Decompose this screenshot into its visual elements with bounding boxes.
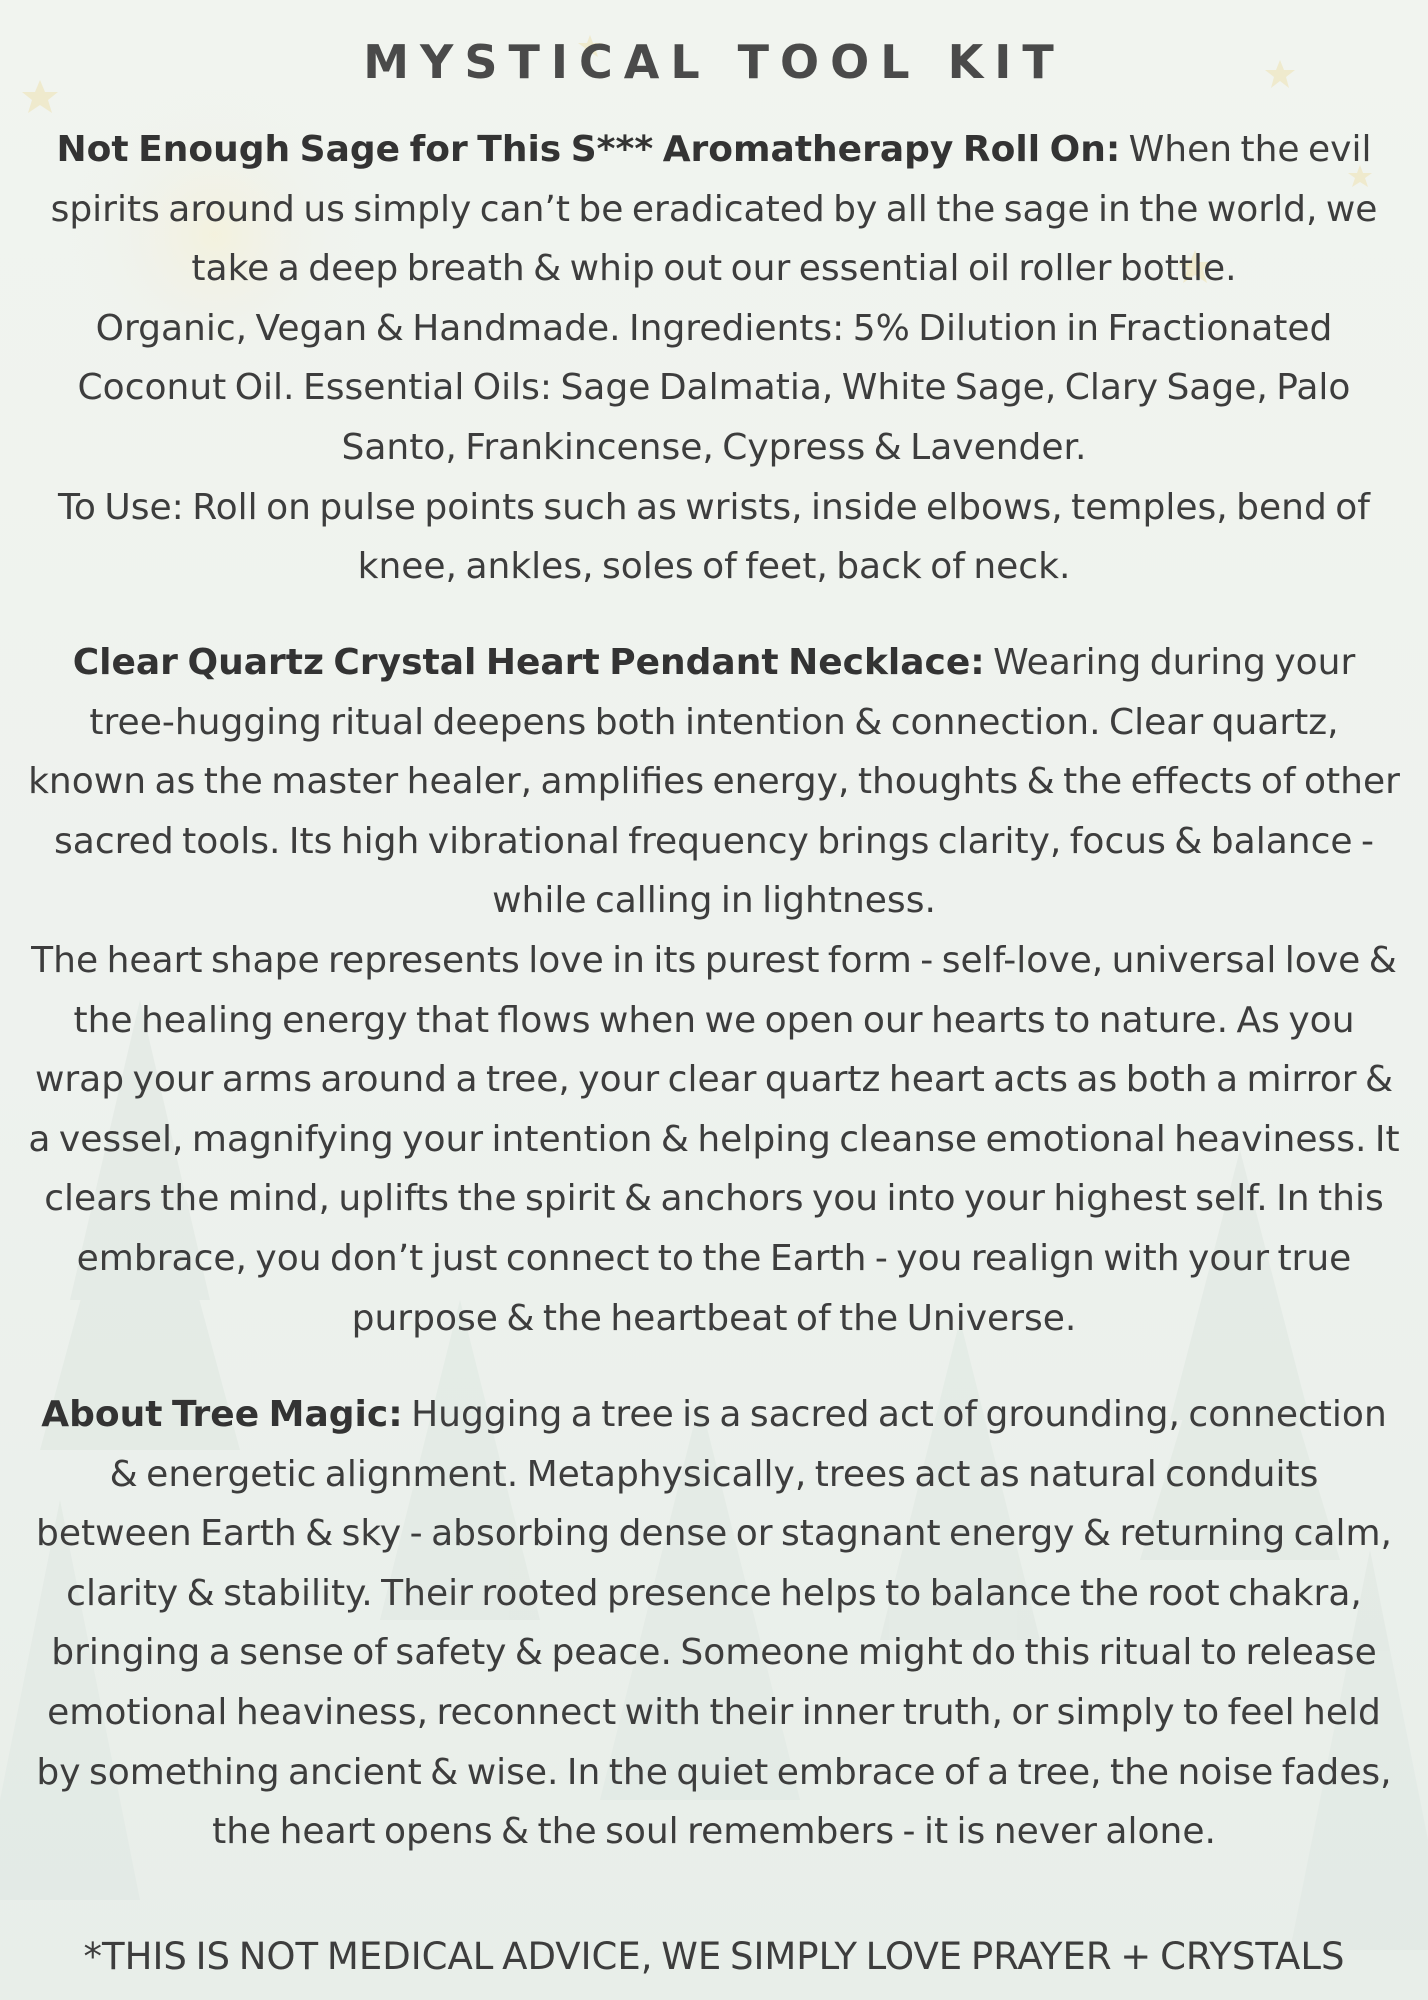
section-about-tree-magic (28, 1385, 1400, 1862)
section-intro (28, 120, 1400, 299)
section-intro (28, 1385, 1400, 1862)
page-title: MYSTICAL TOOL KIT (363, 35, 1065, 89)
section-intro-text: Wearing during your tree-hugging ritual deepens both intention & connection. Clear quartz, known as the master healer, amplifies energy, thoughts & the effects of other sacred tools. Its high vibrational frequency brings clarity, focus & balance - while calling in lightness. (28, 642, 1400, 922)
section-aromatherapy-roll-on (28, 120, 1400, 597)
section-label: About Tree Magic: (41, 1394, 403, 1435)
section-label: Not Enough Sage for This S*** Aromatherapy Roll On: (56, 129, 1121, 170)
section-intro-text: When the evil spirits around us simply can’t be eradicated by all the sage in the world, we take a deep breath & whip out our essential oil roller bottle. (50, 129, 1378, 290)
section-intro (28, 633, 1400, 931)
section-paragraph: The heart shape represents love in its purest form - self-love, universal love & the healing energy that flows when we open our hearts to nature. As you wrap your arms around a tree, your clear quartz heart acts as both a mirror & a vessel, magnifying your intention & helping cleanse emotional heaviness. It clears the mind, uplifts the spirit & anchors you into your highest self. In this embrace, you don’t just connect to the Earth - you realign with your true purpose & the heartbeat of the Universe. (28, 939, 1400, 1339)
section-paragraph: To Use: Roll on pulse points such as wrists, inside elbows, temples, bend of knee, ankles, soles of feet, back of neck. (58, 486, 1370, 588)
section-label: Clear Quartz Crystal Heart Pendant Necklace: (72, 642, 985, 683)
section-clear-quartz-necklace (28, 633, 1400, 1348)
disclaimer-text: *THIS IS NOT MEDICAL ADVICE, WE SIMPLY LOVE PRAYER + CRYSTALS (83, 1935, 1345, 1978)
section-intro-text: Hugging a tree is a sacred act of grounding, connection & energetic alignment. Metaphysically, trees act as natural conduits between Earth & sky - absorbing dense or stagnant energy & returning calm, clarity & stability. Their rooted presence helps to balance the root chakra, bringing a sense of safety & peace. Someone might do this ritual to release emotional heaviness, reconnect with their inner truth, or simply to feel held by something ancient & wise. In the quiet embrace of a tree, the noise fades, the heart opens & the soul remembers - it is never alone. (36, 1394, 1392, 1853)
section-paragraph: Organic, Vegan & Handmade. Ingredients: 5% Dilution in Fractionated Coconut Oil. Essential Oils: Sage Dalmatia, White Sage, Clary Sage, Palo Santo, Frankincense, Cypress & Lavender. (77, 307, 1351, 468)
